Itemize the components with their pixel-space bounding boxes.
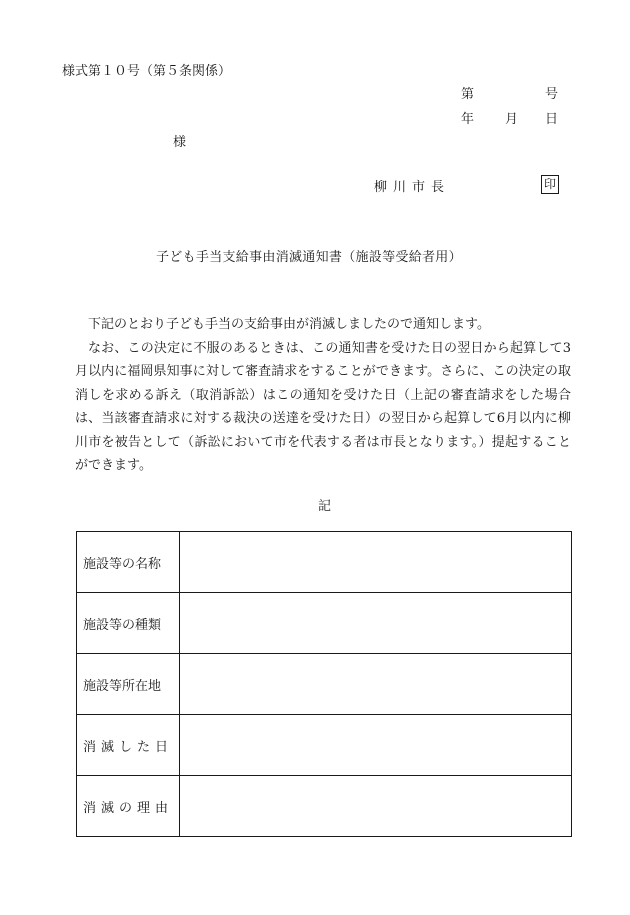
row-value-lapse-date <box>179 715 571 776</box>
row-value-lapse-reason <box>179 776 571 837</box>
row-label-lapse-reason: 消滅の理由 <box>77 776 180 837</box>
row-label-facility-type: 施設等の種類 <box>77 593 180 654</box>
date-month-label: 月 <box>505 112 519 127</box>
document-title: 子ども手当支給事由消滅通知書（施設等受給者用） <box>156 250 462 265</box>
table-row <box>77 593 572 654</box>
date-day-label: 日 <box>545 112 559 127</box>
body-text <box>75 313 571 478</box>
row-label-facility-address: 施設等所在地 <box>77 654 180 715</box>
body-paragraph-1: 下記のとおり子ども手当の支給事由が消滅しましたので通知します。 <box>88 317 490 332</box>
table-row <box>77 715 572 776</box>
form-number: 様式第１０号（第５条関係） <box>62 64 232 79</box>
issue-number-suffix: 号 <box>545 87 559 102</box>
body-paragraph-2: なお、この決定に不服のあるときは、この通知書を受けた日の翌日から起算して3月以内に福岡県知事に対して審査請求をすることができます。さらに、この決定の取消しを求める訴え（取消訴訟）はこの通知を受けた日（上記の審査請求をした場合は、当該審査請求に対する裁決の送達を受けた日）の翌日から起算して6月以内に柳川市を被告として（訴訟において市を代表する者は市長となります。）提起することができます。 <box>75 340 571 473</box>
info-table <box>76 531 572 837</box>
row-label-facility-name: 施設等の名称 <box>77 532 180 593</box>
table-row <box>77 776 572 837</box>
date-year-label: 年 <box>461 112 475 127</box>
row-value-facility-name <box>179 532 571 593</box>
recipient-suffix: 様 <box>173 135 187 150</box>
row-label-lapse-date: 消滅した日 <box>77 715 180 776</box>
issuer-name: 柳川市長 <box>374 180 451 195</box>
row-value-facility-type <box>179 593 571 654</box>
seal-mark: 印 <box>541 175 559 194</box>
row-value-facility-address <box>179 654 571 715</box>
table-row <box>77 532 572 593</box>
issue-number-prefix: 第 <box>461 87 475 102</box>
ki-heading: 記 <box>318 499 332 514</box>
table-row <box>77 654 572 715</box>
